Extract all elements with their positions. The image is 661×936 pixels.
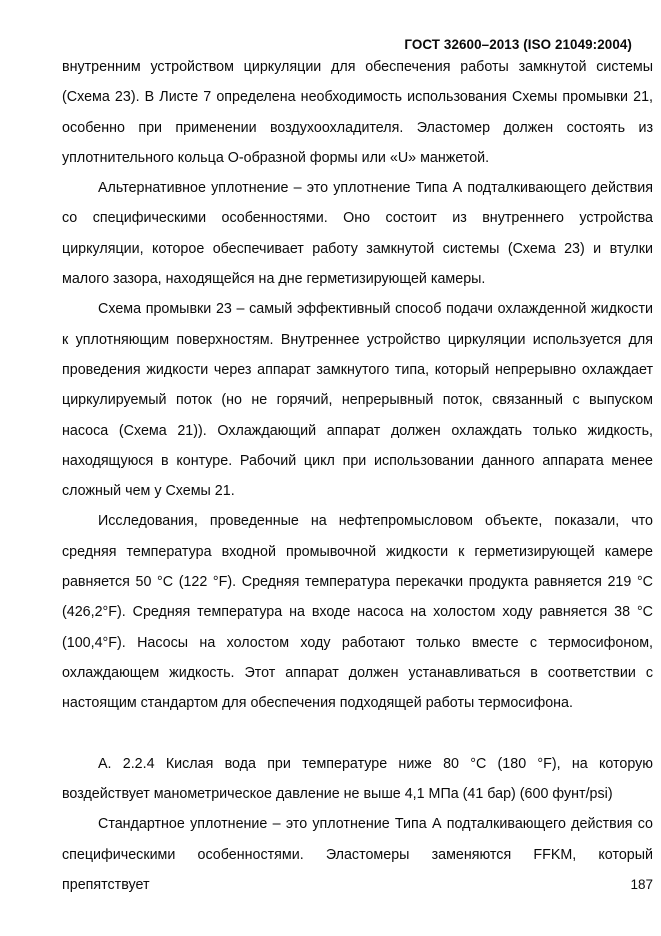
paragraph: Стандартное уплотнение – это уплотнение Типа А подталкивающего действия со специфическими особенностями. Эластомеры заменяются FFKM, который препятствует	[62, 816, 653, 894]
paragraph: Альтернативное уплотнение – это уплотнение Типа А подталкивающего действия со специфическими особенностями. Оно состоит из внутреннего устройства циркуляции, которое обеспечивает работу замкнутой системы (Схема 23) и втулки малого зазора, находящейся на дне герметизирующей камеры.	[62, 180, 653, 288]
document-body	[62, 52, 653, 900]
paragraph: Исследования, проведенные на нефтепромысловом объекте, показали, что средняя температура входной промывочной жидкости к герметизирующей камере равняется 50 °С (122 °F). Средняя температура перекачки продукта равняется 219 °С (426,2°F). Средняя температура на входе насоса на холостом ходу равняется 38 °С (100,4°F). Насосы на холостом ходу работают только вместе с термосифоном, охлаждающем жидкость. Этот аппарат должен устанавливаться в соответствии с настоящим стандартом для обеспечения подходящей работы термосифона.	[62, 513, 653, 712]
document-header: ГОСТ 32600–2013 (ISO 21049:2004)	[404, 37, 632, 52]
paragraph: Схема промывки 23 – самый эффективный способ подачи охлажденной жидкости к уплотняющим поверхностям. Внутреннее устройство циркуляции используется для проведения жидкости через аппарат замкнутого типа, который непрерывно охлаждает циркулируемый поток (но не горячий, непрерывный поток, связанный с выпуском насоса (Схема 21)). Охлаждающий аппарат должен охлаждать только жидкость, находящуюся в контуре. Рабочий цикл при использовании данного аппарата менее сложный чем у Схемы 21.	[62, 301, 653, 500]
page-number: 187	[630, 877, 653, 892]
paragraph: А. 2.2.4 Кислая вода при температуре ниже 80 °С (180 °F), на которую воздействует манометрическое давление не выше 4,1 МПа (41 бар) (600 фунт/psi)	[62, 755, 653, 803]
paragraph: внутренним устройством циркуляции для обеспечения работы замкнутой системы (Схема 23). В Листе 7 определена необходимость использования Схемы промывки 21, особенно при применении воздухоохладителя. Эластомер должен состоять из уплотнительного кольца О-образной формы или «U» манжетой.	[62, 59, 653, 166]
